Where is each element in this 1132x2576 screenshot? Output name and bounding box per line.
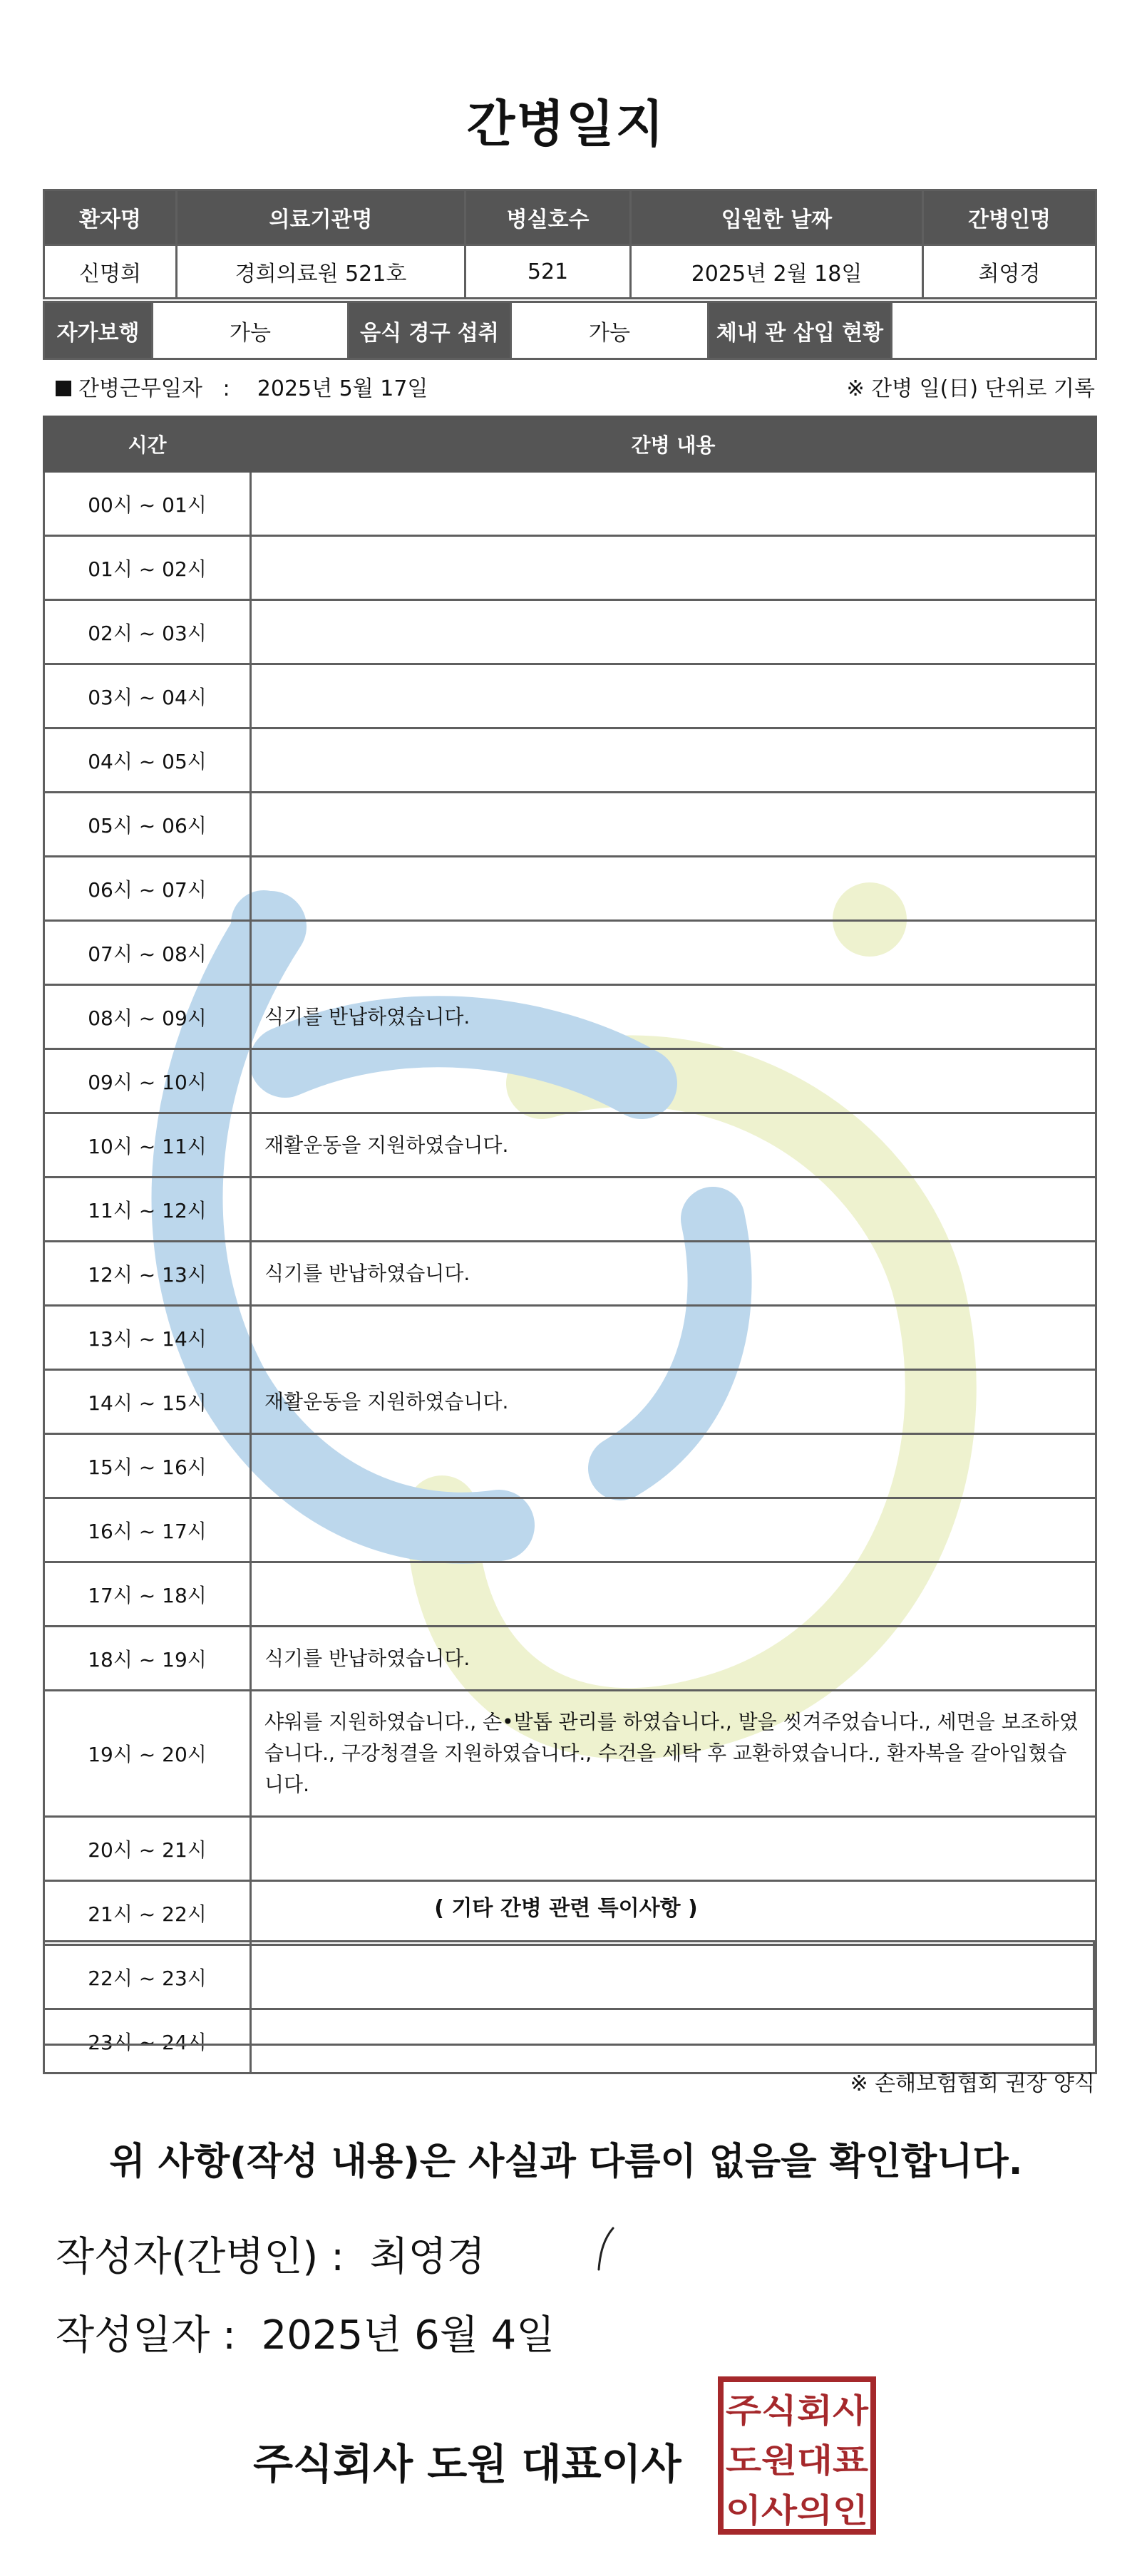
log-row [44,1562,1096,1627]
log-content-cell [251,1434,1096,1498]
log-row [44,728,1096,793]
log-time-cell: 00시 ~ 01시 [44,472,251,536]
square-bullet-icon [56,381,71,396]
handwritten-signature [592,2222,620,2279]
admission-date-value: 2025년 2월 18일 [631,245,923,299]
log-time-cell: 11시 ~ 12시 [44,1178,251,1242]
room-number-value: 521 [465,245,631,299]
log-time-cell: 14시 ~ 15시 [44,1370,251,1434]
log-time-cell: 22시 ~ 23시 [44,1945,251,2009]
log-content-cell [251,536,1096,600]
log-row [44,1434,1096,1498]
source-note: ※ 손해보험협회 권장 양식 [850,2071,1095,2096]
log-content-cell: 식기를 반납하였습니다. [251,1627,1096,1691]
log-content-cell [251,1306,1096,1370]
content-column-header: 간병 내용 [251,417,1096,472]
written-date-line [56,2304,555,2361]
log-content-cell: 식기를 반납하였습니다. [251,1242,1096,1306]
patient-info-table [43,189,1097,299]
log-row [44,857,1096,921]
self-walk-label: 자가보행 [44,302,153,359]
log-content-cell: 재활운동을 지원하였습니다. [251,1370,1096,1434]
confirmation-statement: 위 사항(작성 내용)은 사실과 다름이 없음을 확인합니다. [109,2140,1023,2183]
log-row [44,1370,1096,1434]
work-date-separator: : [222,376,230,401]
log-time-cell: 12시 ~ 13시 [44,1242,251,1306]
log-row [44,1498,1096,1562]
seal-text-line: 이사의인 [726,2491,868,2530]
log-time-cell: 10시 ~ 11시 [44,1113,251,1178]
log-content-cell [251,1049,1096,1113]
log-time-cell: 07시 ~ 08시 [44,921,251,985]
log-content-cell [251,1817,1096,1881]
log-time-cell: 17시 ~ 18시 [44,1562,251,1627]
work-date-value: 2025년 5월 17일 [257,376,428,401]
patient-name-value: 신명희 [44,245,177,299]
tube-insertion-label: 체내 관 삽입 현황 [709,302,892,359]
log-time-cell: 08시 ~ 09시 [44,985,251,1049]
log-time-cell: 04시 ~ 05시 [44,728,251,793]
log-row [44,1049,1096,1113]
log-row [44,536,1096,600]
oral-intake-label: 음식 경구 섭취 [349,302,511,359]
log-time-cell: 03시 ~ 04시 [44,664,251,728]
log-row [44,600,1096,664]
log-time-cell: 05시 ~ 06시 [44,793,251,857]
caregiver-name-header: 간병인명 [923,190,1096,245]
log-content-cell [251,664,1096,728]
log-time-cell: 02시 ~ 03시 [44,600,251,664]
log-content-cell [251,1498,1096,1562]
writer-label: 작성자(간병인) : [56,2234,344,2280]
company-seal [716,2375,878,2536]
log-content-cell: 재활운동을 지원하였습니다. [251,1113,1096,1178]
log-row [44,1178,1096,1242]
log-content-cell: 식기를 반납하였습니다. [251,985,1096,1049]
caregiver-name-value: 최영경 [923,245,1096,299]
seal-text-line: 주식회사 [726,2391,869,2430]
log-time-cell: 18시 ~ 19시 [44,1627,251,1691]
log-time-cell: 09시 ~ 10시 [44,1049,251,1113]
log-content-cell: 샤워를 지원하였습니다., 손•발톱 관리를 하였습니다., 발을 씻겨주었습니다., 세면을 보조하였습니다., 구강청결을 지원하였습니다., 수건을 세탁 후 교환하였습니다., 환자복을 갈아입혔습니다. [251,1691,1096,1817]
log-row [44,921,1096,985]
log-content-cell [251,793,1096,857]
log-time-cell: 16시 ~ 17시 [44,1498,251,1562]
work-date-label: 간병근무일자 [78,376,202,401]
log-content-cell [251,472,1096,536]
tube-insertion-value [892,302,1096,359]
log-time-cell: 01시 ~ 02시 [44,536,251,600]
log-time-cell: 21시 ~ 22시 [44,1881,251,1945]
written-date-value: 2025년 6월 4일 [261,2312,555,2359]
document-title: 간병일지 [466,95,666,153]
log-time-cell: 20시 ~ 21시 [44,1817,251,1881]
log-time-cell: 19시 ~ 20시 [44,1691,251,1817]
log-row [44,985,1096,1049]
log-time-cell: 15시 ~ 16시 [44,1434,251,1498]
log-content-cell [251,600,1096,664]
admission-date-header: 입원한 날짜 [631,190,923,245]
log-row [44,664,1096,728]
log-row [44,1113,1096,1178]
log-row [44,472,1096,536]
log-row [44,1306,1096,1370]
seal-text-line: 도원대표 [726,2441,869,2480]
log-row [44,1627,1096,1691]
patient-status-table [43,301,1097,360]
time-column-header: 시간 [44,417,251,472]
room-number-header: 병실호수 [465,190,631,245]
log-row [44,1817,1096,1881]
log-row [44,1691,1096,1817]
hospital-name-value: 경희의료원 521호 [177,245,465,299]
log-time-cell: 13시 ~ 14시 [44,1306,251,1370]
writer-line [56,2225,485,2282]
written-date-label: 작성일자 : [56,2312,237,2359]
log-content-cell [251,921,1096,985]
hospital-name-header: 의료기관명 [177,190,465,245]
self-walk-value: 가능 [153,302,349,359]
company-signature: 주식회사 도원 대표이사 [253,2440,681,2488]
remarks-label: ( 기타 간병 관련 특이사항 ) [434,1896,698,1921]
log-content-cell [251,857,1096,921]
remarks-box [43,1940,1095,2046]
log-content-cell [251,728,1096,793]
log-time-cell: 06시 ~ 07시 [44,857,251,921]
unit-note: ※ 간병 일(日) 단위로 기록 [846,376,1095,401]
work-date [56,371,428,402]
log-row [44,793,1096,857]
log-time-cell: 23시 ~ 24시 [44,2009,251,2073]
log-content-cell [251,1178,1096,1242]
care-log-table [43,416,1097,2074]
log-content-cell [251,1562,1096,1627]
log-row [44,1242,1096,1306]
patient-name-header: 환자명 [44,190,177,245]
oral-intake-value: 가능 [511,302,709,359]
writer-value: 최영경 [369,2234,485,2280]
